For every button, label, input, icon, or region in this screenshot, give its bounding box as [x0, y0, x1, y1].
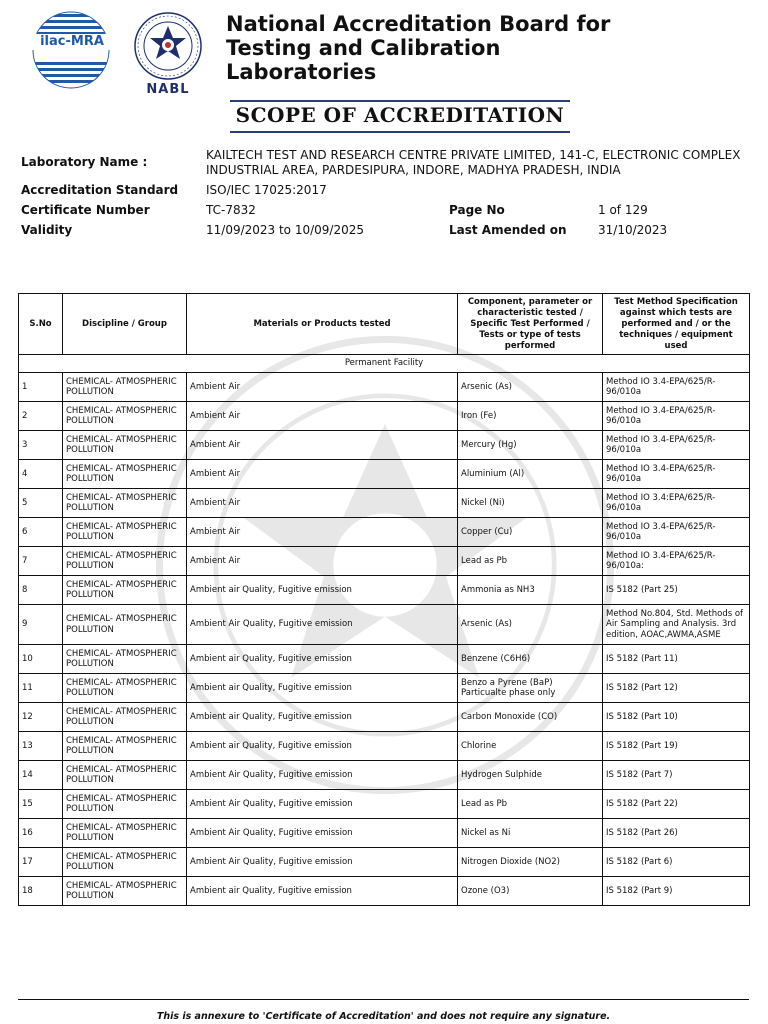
cell-sno: 1 [19, 373, 63, 402]
cell-material: Ambient air Quality, Fugitive emission [187, 703, 458, 732]
cell-component: Benzo a Pyrene (BaP) Particualte phase only [458, 674, 603, 703]
validity-label: Validity [21, 223, 73, 237]
cell-sno: 2 [19, 402, 63, 431]
cell-discipline: CHEMICAL- ATMOSPHERIC POLLUTION [63, 645, 187, 674]
table-row [19, 877, 750, 906]
lab-name-value: KAILTECH TEST AND RESEARCH CENTRE PRIVATE LIMITED, 141-C, ELECTRONIC COMPLEX INDUSTRIAL AREA, PARDESIPURA, INDORE, MADHYA PRADESH, INDIA [206, 148, 741, 177]
cell-discipline: CHEMICAL- ATMOSPHERIC POLLUTION [63, 732, 187, 761]
cell-sno: 12 [19, 703, 63, 732]
table-row [19, 645, 750, 674]
cell-component: Benzene (C6H6) [458, 645, 603, 674]
cell-discipline: CHEMICAL- ATMOSPHERIC POLLUTION [63, 848, 187, 877]
cell-component: Mercury (Hg) [458, 431, 603, 460]
document-title: SCOPE OF ACCREDITATION [235, 103, 565, 127]
cell-method: Method IO 3.4:EPA/625/R-96/010a [603, 489, 750, 518]
cell-discipline: CHEMICAL- ATMOSPHERIC POLLUTION [63, 547, 187, 576]
cell-component: Nitrogen Dioxide (NO2) [458, 848, 603, 877]
footer-rule [18, 999, 749, 1000]
cell-discipline: CHEMICAL- ATMOSPHERIC POLLUTION [63, 373, 187, 402]
table-row [19, 703, 750, 732]
cell-method: Method IO 3.4-EPA/625/R-96/010a [603, 402, 750, 431]
table-row [19, 848, 750, 877]
table-row [19, 790, 750, 819]
cell-sno: 14 [19, 761, 63, 790]
cell-material: Ambient Air [187, 489, 458, 518]
cell-component: Arsenic (As) [458, 605, 603, 645]
cell-component: Copper (Cu) [458, 518, 603, 547]
cell-sno: 13 [19, 732, 63, 761]
cell-method: Method IO 3.4-EPA/625/R-96/010a: [603, 547, 750, 576]
cell-discipline: CHEMICAL- ATMOSPHERIC POLLUTION [63, 703, 187, 732]
cell-method: Method IO 3.4-EPA/625/R-96/010a [603, 460, 750, 489]
cell-sno: 8 [19, 576, 63, 605]
cell-discipline: CHEMICAL- ATMOSPHERIC POLLUTION [63, 518, 187, 547]
cell-method: IS 5182 (Part 7) [603, 761, 750, 790]
cell-material: Ambient Air Quality, Fugitive emission [187, 761, 458, 790]
cell-discipline: CHEMICAL- ATMOSPHERIC POLLUTION [63, 761, 187, 790]
cell-discipline: CHEMICAL- ATMOSPHERIC POLLUTION [63, 819, 187, 848]
cell-method: IS 5182 (Part 19) [603, 732, 750, 761]
cell-discipline: CHEMICAL- ATMOSPHERIC POLLUTION [63, 877, 187, 906]
cell-sno: 16 [19, 819, 63, 848]
table-row [19, 761, 750, 790]
table-row [19, 732, 750, 761]
cell-component: Lead as Pb [458, 547, 603, 576]
ilac-mra-logo [28, 10, 114, 90]
cell-component: Iron (Fe) [458, 402, 603, 431]
lab-name-label: Laboratory Name : [21, 155, 148, 169]
cell-sno: 4 [19, 460, 63, 489]
ilac-logo-text: ilac-MRA [40, 34, 104, 49]
title-rule-bottom [230, 131, 570, 133]
cell-sno: 17 [19, 848, 63, 877]
cell-sno: 11 [19, 674, 63, 703]
header-discipline: Discipline / Group [63, 294, 187, 355]
cell-method: Method IO 3.4-EPA/625/R-96/010a [603, 373, 750, 402]
table-row [19, 489, 750, 518]
cell-component: Chlorine [458, 732, 603, 761]
cell-material: Ambient Air Quality, Fugitive emission [187, 848, 458, 877]
last-amended-value: 31/10/2023 [598, 223, 668, 237]
cell-sno: 10 [19, 645, 63, 674]
organization-title: National Accreditation Board for Testing and Calibration Laboratories [226, 12, 611, 84]
cell-material: Ambient Air Quality, Fugitive emission [187, 819, 458, 848]
cell-sno: 18 [19, 877, 63, 906]
cell-component: Ozone (O3) [458, 877, 603, 906]
cell-component: Aluminium (Al) [458, 460, 603, 489]
cell-discipline: CHEMICAL- ATMOSPHERIC POLLUTION [63, 489, 187, 518]
cell-method: IS 5182 (Part 26) [603, 819, 750, 848]
page-no-value: 1 of 129 [598, 203, 648, 217]
table-row [19, 402, 750, 431]
cell-sno: 6 [19, 518, 63, 547]
table-row [19, 431, 750, 460]
cell-method: IS 5182 (Part 9) [603, 877, 750, 906]
cell-material: Ambient air Quality, Fugitive emission [187, 877, 458, 906]
cell-discipline: CHEMICAL- ATMOSPHERIC POLLUTION [63, 402, 187, 431]
scope-title-block [230, 100, 570, 134]
cell-material: Ambient air Quality, Fugitive emission [187, 576, 458, 605]
cell-method: IS 5182 (Part 11) [603, 645, 750, 674]
title-rule-top [230, 100, 570, 102]
validity-value: 11/09/2023 to 10/09/2025 [206, 223, 365, 237]
header-sno: S.No [19, 294, 63, 355]
cell-method: IS 5182 (Part 6) [603, 848, 750, 877]
cell-sno: 9 [19, 605, 63, 645]
last-amended-label: Last Amended on [449, 223, 567, 237]
cell-material: Ambient Air [187, 373, 458, 402]
cell-sno: 7 [19, 547, 63, 576]
table-row [19, 518, 750, 547]
cell-discipline: CHEMICAL- ATMOSPHERIC POLLUTION [63, 431, 187, 460]
table-row [19, 373, 750, 402]
cell-component: Lead as Pb [458, 790, 603, 819]
header-materials: Materials or Products tested [187, 294, 458, 355]
cell-material: Ambient Air [187, 402, 458, 431]
cell-discipline: CHEMICAL- ATMOSPHERIC POLLUTION [63, 460, 187, 489]
page-no-label: Page No [449, 203, 505, 217]
facility-label: Permanent Facility [19, 355, 750, 373]
cell-method: IS 5182 (Part 25) [603, 576, 750, 605]
cell-sno: 15 [19, 790, 63, 819]
accreditation-standard-value: ISO/IEC 17025:2017 [206, 183, 327, 197]
certificate-number-value: TC-7832 [206, 203, 256, 217]
cell-method: Method IO 3.4-EPA/625/R-96/010a [603, 431, 750, 460]
cell-method: IS 5182 (Part 22) [603, 790, 750, 819]
table-header-row [19, 294, 750, 355]
accreditation-standard-label: Accreditation Standard [21, 183, 179, 197]
cell-discipline: CHEMICAL- ATMOSPHERIC POLLUTION [63, 674, 187, 703]
cell-method: Method IO 3.4-EPA/625/R-96/010a [603, 518, 750, 547]
cell-discipline: CHEMICAL- ATMOSPHERIC POLLUTION [63, 576, 187, 605]
cell-material: Ambient air Quality, Fugitive emission [187, 674, 458, 703]
cell-discipline: CHEMICAL- ATMOSPHERIC POLLUTION [63, 790, 187, 819]
cell-component: Arsenic (As) [458, 373, 603, 402]
scope-table [18, 293, 750, 906]
cell-sno: 3 [19, 431, 63, 460]
cell-sno: 5 [19, 489, 63, 518]
cell-material: Ambient air Quality, Fugitive emission [187, 645, 458, 674]
header-component: Component, parameter or characteristic tested / Specific Test Performed / Tests or type of tests performed [458, 294, 603, 355]
table-row [19, 674, 750, 703]
footer-note: This is annexure to 'Certificate of Accreditation' and does not require any signature. [156, 1011, 611, 1022]
facility-row [19, 355, 750, 373]
table-row [19, 576, 750, 605]
cell-method: Method No.804, Std. Methods of Air Sampling and Analysis. 3rd edition, AOAC,AWMA,ASME [603, 605, 750, 645]
cell-material: Ambient Air [187, 518, 458, 547]
cell-discipline: CHEMICAL- ATMOSPHERIC POLLUTION [63, 605, 187, 645]
table-row [19, 460, 750, 489]
table-row [19, 605, 750, 645]
cell-component: Hydrogen Sulphide [458, 761, 603, 790]
table-row [19, 819, 750, 848]
nabl-logo-text: NABL [146, 82, 190, 97]
cell-material: Ambient air Quality, Fugitive emission [187, 732, 458, 761]
cell-component: Nickel as Ni [458, 819, 603, 848]
cell-method: IS 5182 (Part 10) [603, 703, 750, 732]
cell-material: Ambient Air [187, 460, 458, 489]
cell-material: Ambient Air Quality, Fugitive emission [187, 605, 458, 645]
cell-component: Carbon Monoxide (CO) [458, 703, 603, 732]
cell-component: Nickel (Ni) [458, 489, 603, 518]
cell-method: IS 5182 (Part 12) [603, 674, 750, 703]
cell-material: Ambient Air Quality, Fugitive emission [187, 790, 458, 819]
header-test-method: Test Method Specification against which tests are performed and / or the techniques / equipment used [603, 294, 750, 355]
cell-component: Ammonia as NH3 [458, 576, 603, 605]
cell-material: Ambient Air [187, 547, 458, 576]
cell-material: Ambient Air [187, 431, 458, 460]
table-row [19, 547, 750, 576]
certificate-number-label: Certificate Number [21, 203, 150, 217]
